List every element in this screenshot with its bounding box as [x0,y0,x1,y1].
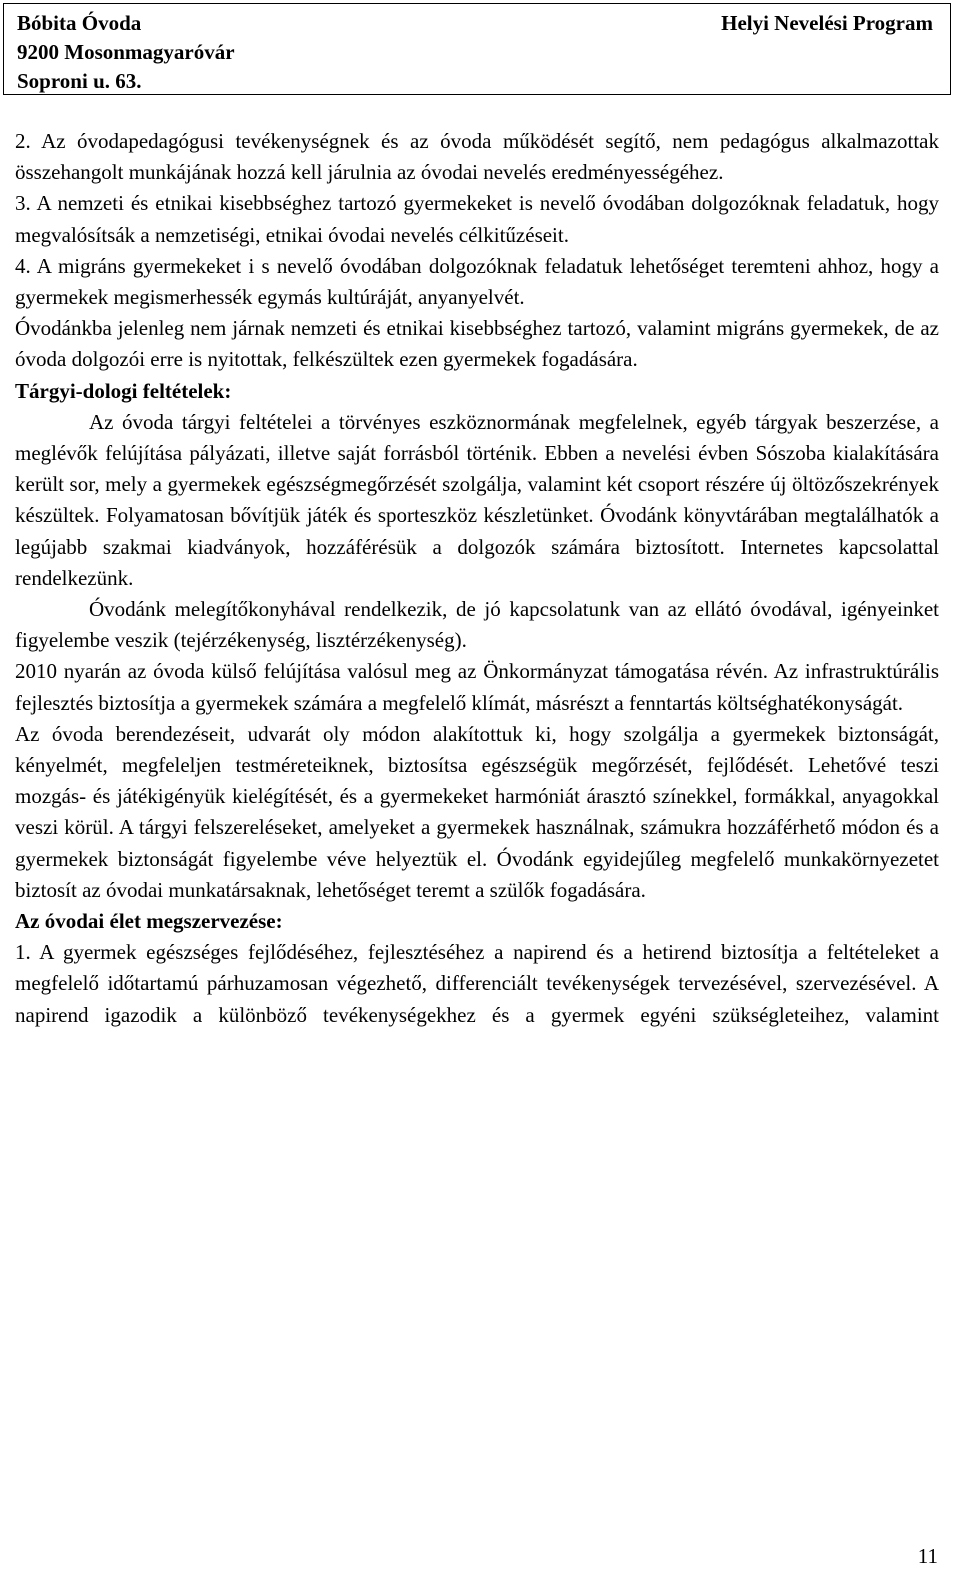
page-header [3,3,951,95]
paragraph-point-3: 3. A nemzeti és etnikai kisebbséghez tartozó gyermekeket is nevelő óvodában dolgozóknak feladatuk, hogy megvalósítsák a nemzetiségi, etnikai óvodai nevelés célkitűzéseit. [15,191,939,247]
paragraph-minority-children: Óvodánkba jelenleg nem járnak nemzeti és etnikai kisebbséghez tartozó, valamint migráns gyermekek, de az óvoda dolgozói erre is nyitottak, felkészültek ezen gyermekek fogadására. [15,316,939,372]
paragraph-daily-schedule: 1. A gyermek egészséges fejlődéséhez, fejlesztéséhez a napirend és a hetirend biztosítja a feltételeket a megfelelő időtartamú párhuzamosan végezhető, differenciált tevékenységek tervezésével, szervezésével. A napirend igazodik a különböző tevékenységekhez és a gyermek egyéni szükségleteihez, valamint [15,940,939,1027]
paragraph-point-4: 4. A migráns gyermekeket i s nevelő óvodában dolgozóknak feladatuk lehetőséget teremteni ahhoz, hogy a gyermekek megismerhessék egymás kultúráját, anyanyelvét. [15,253,939,310]
document-body [15,126,939,1031]
header-org-city: 9200 Mosonmagyaróvár [17,40,235,64]
header-address-block [17,9,235,96]
header-org-name: Bóbita Óvoda [17,11,142,35]
section-heading-material-conditions: Tárgyi-dologi feltételek: [15,378,232,403]
paragraph-kitchen: Óvodánk melegítőkonyhával rendelkezik, de jó kapcsolatunk van az ellátó óvodával, igényeinket figyelembe veszik (tejérzékenység, lisztérzékenység). [15,597,939,653]
paragraph-point-2: 2. Az óvodapedagógusi tevékenységnek és az óvoda működését segítő, nem pedagógus alkalmazottak összehangolt munkájának hozzá kell járulnia az óvodai nevelés eredményességéhez. [15,129,939,185]
header-org-street: Soproni u. 63. [17,69,142,93]
header-document-title: Helyi Nevelési Program [721,11,933,35]
paragraph-renovation: 2010 nyarán az óvoda külső felújítása valósul meg az Önkormányzat támogatása révén. Az infrastruktúrális fejlesztés biztosítja a gyermekek számára a megfelelő klímát, másrészt a fenntartás költséghatékonyságát. [15,659,939,715]
section-heading-kindergarten-life: Az óvodai élet megszervezése: [15,909,283,934]
paragraph-furnishings: Az óvoda berendezéseit, udvarát oly módon alakítottuk ki, hogy szolgálja a gyermekek biztonságát, kényelmét, megfeleljen testméreteiknek, biztosítsa egészségük megőrzését, fejlődését. Lehetővé teszi mozgás- és játékigényük kielégítését, és a gyermekeket harmóniát árasztó színekkel, formákkal, anyagokkal veszi körül. A tárgyi felszereléseket, amelyeket a gyermekek használnak, számukra hozzáférhető módon és a gyermekek biztonságát figyelembe véve helyeztük el. Óvodánk egyidejűleg megfelelő munkakörnyezetet biztosít az óvodai munkatársaknak, lehetőséget teremt a szülők fogadására. [15,721,939,902]
paragraph-material-conditions: Az óvoda tárgyi feltételei a törvényes eszköznormának megfelelnek, egyéb tárgyak beszerzése, a meglévők felújítása pályázati, illetve saját forrásból történik. Ebben a nevelési évben Sószoba kialakítására került sor, mely a gyermekek egészségmegőrzését szolgálja, valamint két csoport részére új öltözőszekrények készültek. Folyamatosan bővítjük játék és sporteszköz készletünket. Óvodánk könyvtárában megtalálhatók a legújabb szakmai kiadványok, hozzáférésük a dolgozók számára biztosított. Internetes kapcsolattal rendelkezünk. [15,409,939,590]
page-number: 11 [917,1544,938,1568]
